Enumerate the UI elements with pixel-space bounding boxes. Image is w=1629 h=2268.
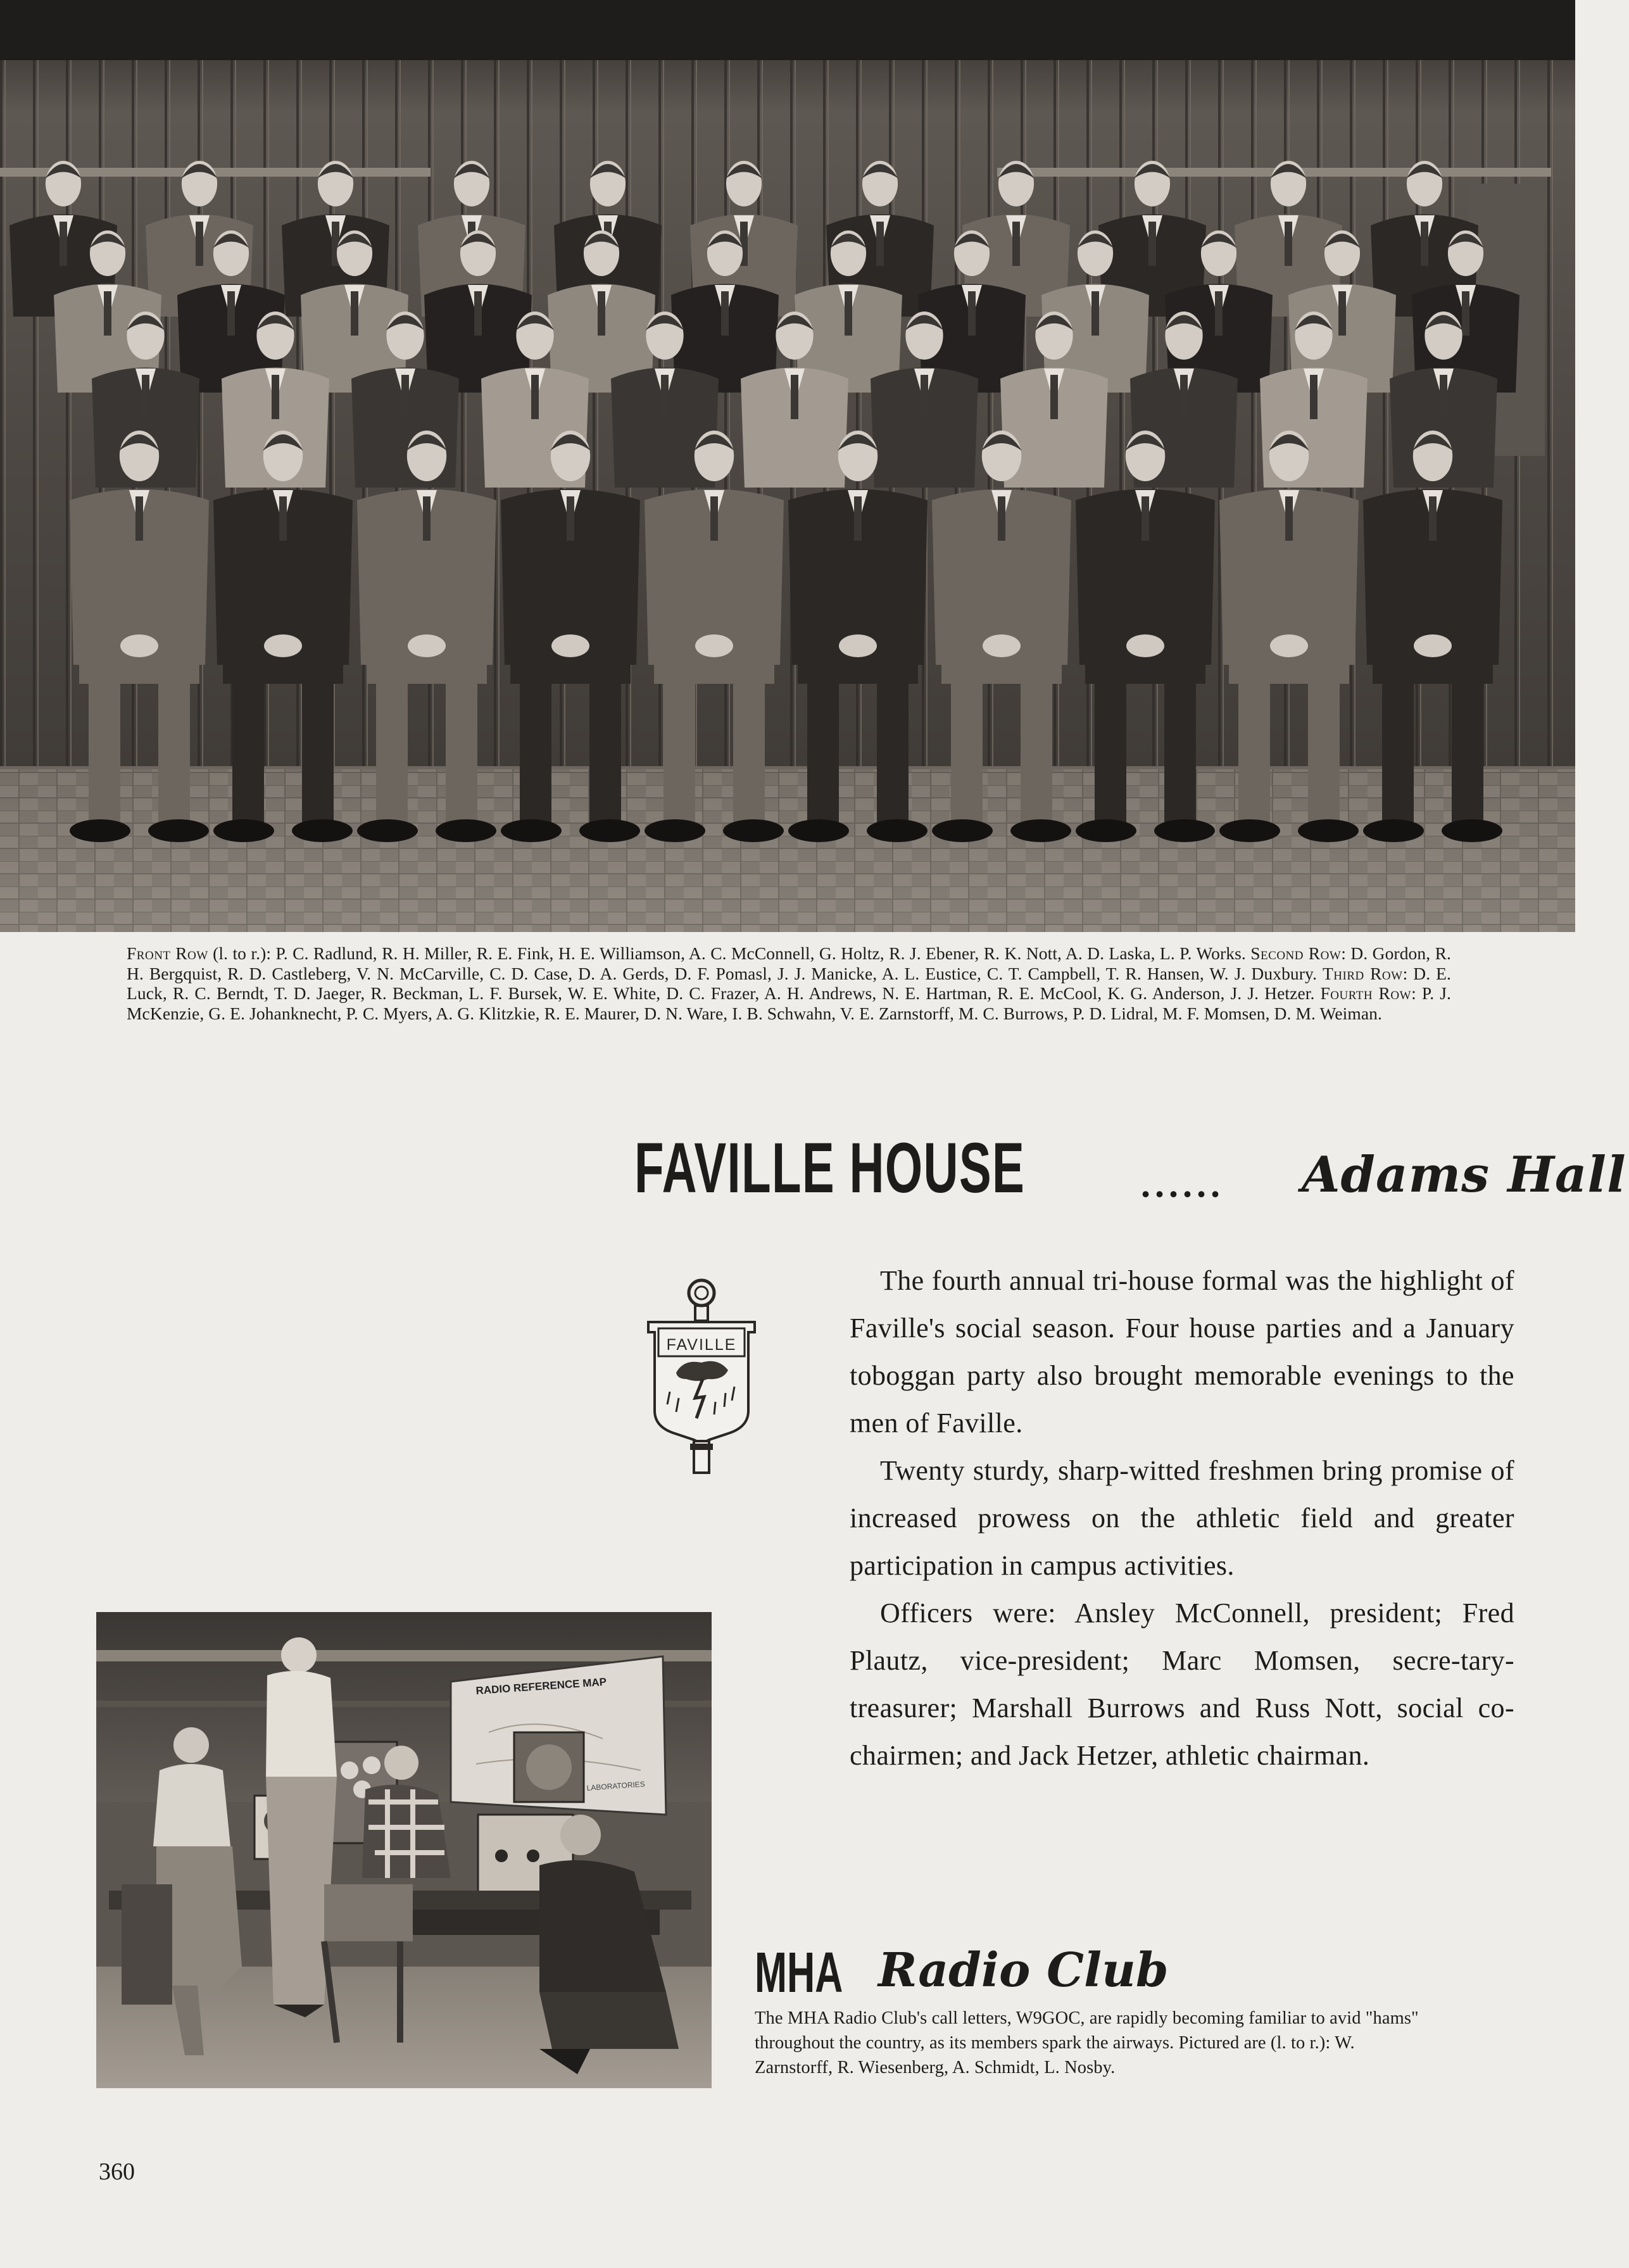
person-hands <box>695 634 733 657</box>
caption-third-label: Third Row <box>1323 963 1403 983</box>
person-leg <box>89 677 120 823</box>
person-shoe <box>1154 819 1215 842</box>
article-body <box>850 1257 1514 1779</box>
article-paragraph: The fourth annual tri-house formal was the highlight of Faville's social season. Four house parties and a January toboggan party also brought memorable evenings to the men of Faville. <box>850 1265 1514 1439</box>
map-corner-label: LABORATORIES <box>586 1779 646 1792</box>
person-hands <box>551 634 589 657</box>
person-leg <box>951 677 983 823</box>
article-paragraph: Twenty sturdy, sharp-witted freshmen bring promise of increased prowess on the athletic field and greater participation in campus activities. <box>850 1455 1514 1581</box>
necktie <box>474 291 482 336</box>
person-shoe <box>292 819 353 842</box>
article-paragraph: Officers were: Ansley McConnell, president; Fred Plautz, vice-president; Marc Momsen, secre-tary-treasurer; Marshall Burrows and Russ Nott, social co-chairmen; and Jack Hetzer, athletic chairman. <box>850 1597 1514 1771</box>
necktie <box>1215 291 1223 336</box>
necktie <box>1429 496 1437 541</box>
person-shoe <box>932 819 993 842</box>
necktie <box>1142 496 1149 541</box>
person-shoe <box>1010 819 1071 842</box>
person-hands <box>1414 634 1452 657</box>
person-shoe <box>1298 819 1359 842</box>
necktie <box>401 375 409 419</box>
person-shoe <box>645 819 705 842</box>
caption-fourth-label: Fourth Row <box>1320 983 1412 1003</box>
map-title: RADIO REFERENCE MAP <box>475 1675 607 1697</box>
necktie <box>710 496 718 541</box>
caption-front-names: P. C. Radlund, R. H. Miller, R. E. Fink, H. E. Williamson, A. C. McConnell, G. Holtz, R. J. Ebener, R. K. Nott, A. D. Laska, L. P. Works. <box>275 943 1251 963</box>
necktie <box>60 222 67 266</box>
person-hands <box>1270 634 1308 657</box>
person-leg <box>376 677 408 823</box>
necktie <box>921 375 928 419</box>
necktie <box>567 496 574 541</box>
person-hands <box>408 634 446 657</box>
necktie <box>423 496 431 541</box>
necktie <box>1012 222 1020 266</box>
radio-club-heading <box>755 1941 1324 2010</box>
necktie <box>598 291 605 336</box>
heading-title: FAVILLE HOUSE <box>634 1128 1026 1207</box>
person-leg <box>1021 677 1052 823</box>
person-leg <box>520 677 551 823</box>
necktie <box>1440 375 1447 419</box>
person-leg <box>589 677 621 823</box>
necktie <box>279 496 287 541</box>
caption-fourth-names: : P. J. McKenzie, G. E. Johanknecht, P. C. Myers, A. G. Klitzkie, R. E. Maurer, D. N. Ware, I. B. Schwahn, V. E. Zarnstorff, M. C. Burrows, P. D. Lidral, M. F. Momsen, D. M. Weiman. <box>127 983 1451 1023</box>
necktie <box>998 496 1005 541</box>
necktie <box>854 496 862 541</box>
necktie <box>531 375 539 419</box>
page-number: 360 <box>99 2158 135 2185</box>
necktie <box>1462 291 1469 336</box>
person-shoe <box>1363 819 1424 842</box>
caption-second-label: Second Row <box>1250 943 1342 963</box>
faville-crest-icon <box>639 1278 764 1475</box>
necktie <box>1050 375 1058 419</box>
necktie <box>227 291 235 336</box>
radio-heading-main: MHA <box>755 1941 843 2005</box>
caption-front-label: Front Row <box>127 943 208 963</box>
person-hands <box>120 634 158 657</box>
person-leg <box>1382 677 1414 823</box>
necktie <box>968 291 976 336</box>
necktie <box>351 291 358 336</box>
person-shoe <box>788 819 849 842</box>
person-shoe <box>723 819 784 842</box>
necktie <box>791 375 798 419</box>
person-leg <box>158 677 190 823</box>
person-leg <box>302 677 334 823</box>
person-hands <box>264 634 302 657</box>
person-shoe <box>579 819 640 842</box>
crest-label: FAVILLE <box>666 1336 737 1354</box>
person-leg <box>733 677 765 823</box>
person-leg <box>1452 677 1483 823</box>
caption-second-names: : D. Gordon, R. H. Bergquist, R. D. Castleberg, V. N. McCarville, C. D. Case, D. A. Gerds, D. F. Pomasl, J. J. Manicke, A. L. Eustice, C. T. Campbell, T. R. Hansen, W. J. Duxbury. <box>127 943 1451 983</box>
person-hands <box>1126 634 1164 657</box>
person-leg <box>446 677 477 823</box>
necktie <box>1285 222 1292 266</box>
person-leg <box>1164 677 1196 823</box>
person-shoe <box>213 819 274 842</box>
necktie <box>661 375 669 419</box>
person-shoe <box>357 819 418 842</box>
person-shoe <box>501 819 562 842</box>
photo-caption <box>127 943 1451 1023</box>
necktie <box>104 291 111 336</box>
caption-third-names: : D. E. Luck, R. C. Berndt, T. D. Jaeger, R. Beckman, L. F. Bursek, W. E. White, D. C. Frazer, A. H. Andrews, N. E. Hartman, R. E. McCool, K. G. Anderson, J. J. Hetzer. <box>127 963 1451 1003</box>
person-leg <box>877 677 909 823</box>
person-shoe <box>1219 819 1280 842</box>
group-photo <box>0 0 1575 932</box>
person-shoe <box>867 819 928 842</box>
heading-dots: ...... <box>1141 1163 1224 1205</box>
necktie <box>135 496 143 541</box>
person-leg <box>807 677 839 823</box>
person-leg <box>1308 677 1340 823</box>
person-leg <box>664 677 695 823</box>
person-shoe <box>70 819 130 842</box>
necktie <box>272 375 279 419</box>
caption-front-lr: (l. to r.): <box>208 943 276 963</box>
necktie <box>721 291 729 336</box>
necktie <box>845 291 852 336</box>
necktie <box>1148 222 1156 266</box>
person-hands <box>983 634 1021 657</box>
person-leg <box>232 677 264 823</box>
radio-club-photo <box>96 1612 712 2088</box>
person-shoe <box>1442 819 1502 842</box>
necktie <box>876 222 884 266</box>
person-leg <box>1095 677 1126 823</box>
necktie <box>1091 291 1099 336</box>
person-shoe <box>1076 819 1136 842</box>
necktie <box>1180 375 1188 419</box>
necktie <box>1338 291 1346 336</box>
necktie <box>142 375 149 419</box>
person-shoe <box>148 819 209 842</box>
necktie <box>196 222 203 266</box>
necktie <box>1421 222 1428 266</box>
necktie <box>1285 496 1293 541</box>
person-hands <box>839 634 877 657</box>
radio-heading-sub: Radio Club <box>878 1943 1169 1998</box>
radio-club-text: The MHA Radio Club's call letters, W9GOC, are rapidly becoming familiar to avid "hams" throughout the country, as its members spark the airways. Pictured are (l. to r.): W. Zarnstorff, R. Wiesenberg, A. Schmidt, L. Nosby. <box>755 2008 1419 2077</box>
person-leg <box>1238 677 1270 823</box>
heading-subtitle: Adams Hall <box>1302 1146 1626 1204</box>
necktie <box>1310 375 1318 419</box>
page-heading <box>634 1127 1626 1216</box>
person-shoe <box>436 819 496 842</box>
